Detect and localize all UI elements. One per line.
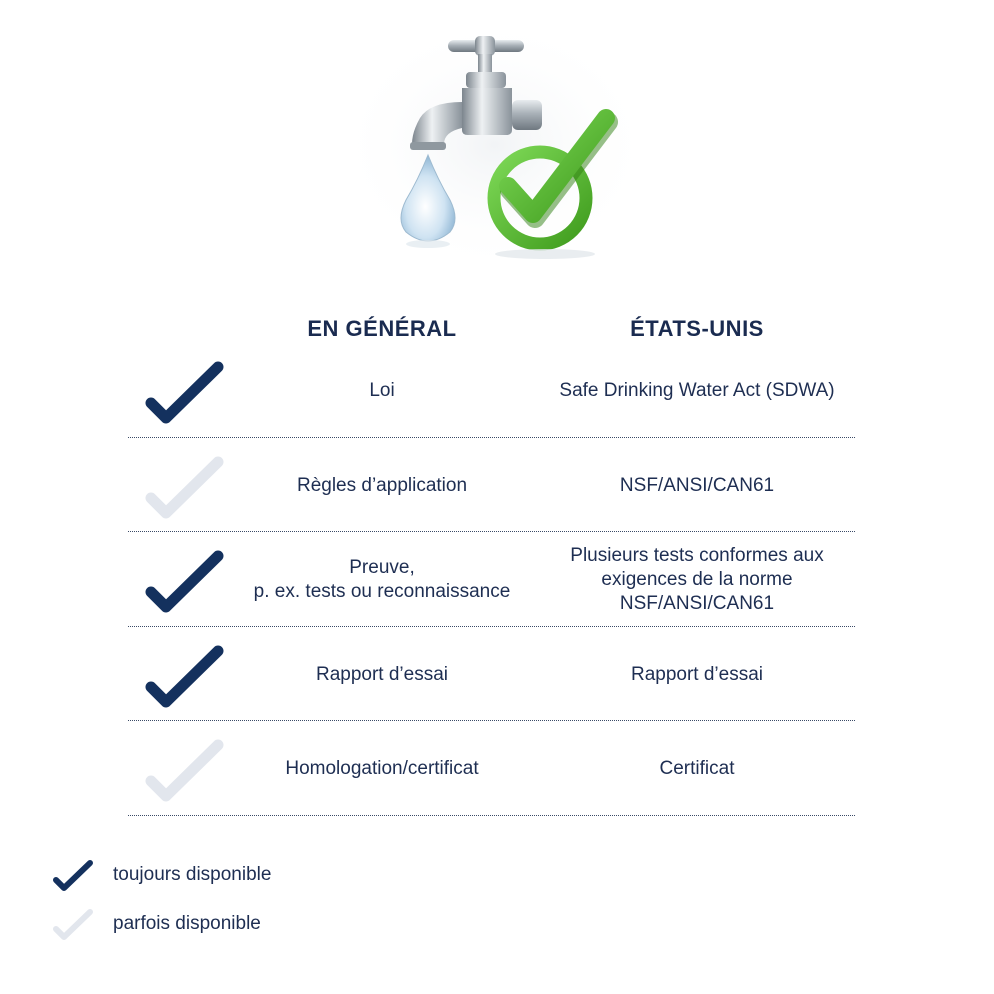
cell-general: Rapport d’essai — [315, 663, 449, 685]
cell-us: Rapport d’essai — [630, 663, 764, 685]
table-row — [128, 532, 855, 627]
table-row — [128, 343, 855, 438]
cell-general: Règles d’application — [296, 474, 468, 496]
checkmark-icon — [144, 739, 226, 805]
cell-general: Preuve, p. ex. tests ou reconnaissance — [253, 556, 511, 602]
faucet-check-illustration — [330, 10, 660, 280]
cell-us: Plusieurs tests conformes aux exigences de la norme NSF/ANSI/CAN61 — [570, 544, 824, 614]
checkmark-icon — [144, 361, 226, 427]
checkmark-icon — [144, 550, 226, 616]
table-row — [128, 438, 855, 533]
column-header-general: EN GÉNÉRAL — [307, 316, 457, 341]
row-divider — [128, 815, 855, 816]
cell-us: NSF/ANSI/CAN61 — [619, 474, 775, 496]
checkmark-icon — [52, 859, 94, 893]
legend-label-sometimes: parfois disponible — [113, 913, 261, 934]
cell-general: Loi — [369, 379, 395, 401]
table-row — [128, 721, 855, 816]
table-row — [128, 627, 855, 722]
checkmark-icon — [144, 645, 226, 711]
legend-item-sometimes — [52, 906, 452, 946]
checkmark-icon — [52, 908, 94, 942]
cell-general: Homologation/certificat — [285, 757, 479, 779]
legend-item-always — [52, 857, 452, 897]
checkmark-icon — [144, 456, 226, 522]
column-header-us: ÉTATS-UNIS — [630, 316, 764, 341]
cell-us: Safe Drinking Water Act (SDWA) — [559, 379, 835, 401]
legend-label-always: toujours disponible — [113, 864, 272, 885]
cell-us: Certificat — [659, 757, 735, 779]
